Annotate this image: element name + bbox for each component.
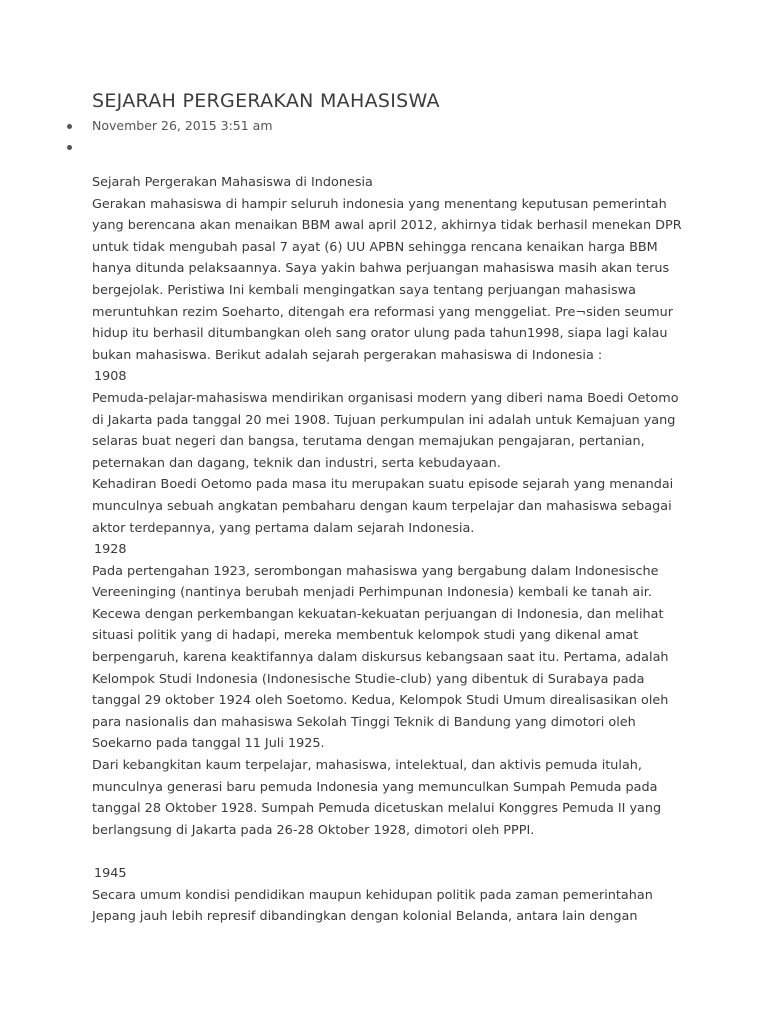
article-line: hidup itu berhasil ditumbangkan oleh sang orator ulung pada tahun1998, siapa lagi kalau xyxy=(92,326,668,342)
article-line: munculnya sebuah angkatan pembaharu dengan kaum terpelajar dan mahasiswa sebagai xyxy=(92,498,672,514)
year-heading: 1928 xyxy=(94,542,127,558)
article-line: para nasionalis dan mahasiswa Sekolah Tinggi Teknik di Bandung yang dimotori oleh xyxy=(92,714,636,730)
year-heading: 1908 xyxy=(94,369,127,385)
article-line: Pada pertengahan 1923, serombongan mahasiswa yang bergabung dalam Indonesische xyxy=(92,563,659,579)
article-line: meruntuhkan rezim Soeharto, ditengah era reformasi yang menggeliat. Pre¬siden seumur xyxy=(92,304,673,320)
article-line: untuk tidak mengubah pasal 7 ayat (6) UU APBN sehingga rencana kenaikan harga BBM xyxy=(92,239,658,255)
article-body xyxy=(92,172,682,928)
article-line: situasi politik yang di hadapi, mereka membentuk kelompok studi yang dikenal amat xyxy=(92,628,639,644)
article-line: bukan mahasiswa. Berikut adalah sejarah pergerakan mahasiswa di Indonesia : xyxy=(92,347,603,363)
article-line: tanggal 29 oktober 1924 oleh Soetomo. Kedua, Kelompok Studi Umum direalisasikan oleh xyxy=(92,693,669,709)
article-line: munculnya generasi baru pemuda Indonesia yang memunculkan Sumpah Pemuda pada xyxy=(92,779,658,795)
article-line: Secara umum kondisi pendidikan maupun kehidupan politik pada zaman pemerintahan xyxy=(92,887,653,903)
article-line: peternakan dan dagang, teknik dan industri, serta kebudayaan. xyxy=(92,455,501,471)
article-line: Kecewa dengan perkembangan kekuatan-kekuatan perjuangan di Indonesia, dan melihat xyxy=(92,606,664,622)
article-line: Sejarah Pergerakan Mahasiswa di Indonesia xyxy=(92,175,373,190)
article-line: Gerakan mahasiswa di hampir seluruh indonesia yang menentang keputusan pemerintah xyxy=(92,196,667,212)
article-line: tanggal 28 Oktober 1928. Sumpah Pemuda dicetuskan melalui Konggres Pemuda II yang xyxy=(92,801,662,817)
article-line: berlangsung di Jakarta pada 26-28 Oktober 1928, dimotori oleh PPPI. xyxy=(92,822,535,838)
year-heading: 1945 xyxy=(94,866,127,881)
article-line: yang berencana akan menaikan BBM awal april 2012, akhirnya tidak berhasil menekan DPR xyxy=(92,218,682,234)
article-line: Kehadiran Boedi Oetomo pada masa itu merupakan suatu episode sejarah yang menandai xyxy=(92,477,674,493)
article-line: Jepang jauh lebih represif dibandingkan dengan kolonial Belanda, antara lain dengan xyxy=(92,909,638,925)
post-meta-list xyxy=(0,116,768,158)
page-title: SEJARAH PERGERAKAN MAHASISWA xyxy=(92,90,440,112)
article-line: bergejolak. Peristiwa Ini kembali mengingatkan saya tentang perjuangan mahasiswa xyxy=(92,282,636,298)
article-line: selaras buat negeri dan bangsa, terutama dengan memajukan pengajaran, pertanian, xyxy=(92,434,645,450)
bullet-icon xyxy=(67,124,72,129)
bullet-icon xyxy=(67,145,72,150)
article-line: Soekarno pada tanggal 11 Juli 1925. xyxy=(92,736,325,752)
article-line: Vereeninging (nantinya berubah menjadi Perhimpunan Indonesia) kembali ke tanah air. xyxy=(92,585,652,601)
article-line: Dari kebangkitan kaum terpelajar, mahasiswa, intelektual, dan aktivis pemuda itulah, xyxy=(92,758,642,774)
paragraph-gap xyxy=(92,841,682,863)
meta-item-date xyxy=(0,116,768,137)
meta-item-empty xyxy=(0,137,768,158)
article-line: Pemuda-pelajar-mahasiswa mendirikan organisasi modern yang diberi nama Boedi Oetomo xyxy=(92,390,679,406)
article-line: hanya ditunda pelaksaannya. Saya yakin bahwa perjuangan mahasiswa masih akan terus xyxy=(92,261,670,277)
article-line: Kelompok Studi Indonesia (Indonesische Studie-club) yang dibentuk di Surabaya pada xyxy=(92,671,645,687)
article-line: aktor terdepannya, yang pertama dalam sejarah Indonesia. xyxy=(92,520,475,536)
article-line: di Jakarta pada tanggal 20 mei 1908. Tujuan perkumpulan ini adalah untuk Kemajuan yang xyxy=(92,412,676,428)
post-date: November 26, 2015 3:51 am xyxy=(92,118,273,133)
article-line: berpengaruh, karena keaktifannya dalam diskursus kebangsaan saat itu. Pertama, adalah xyxy=(92,650,669,666)
